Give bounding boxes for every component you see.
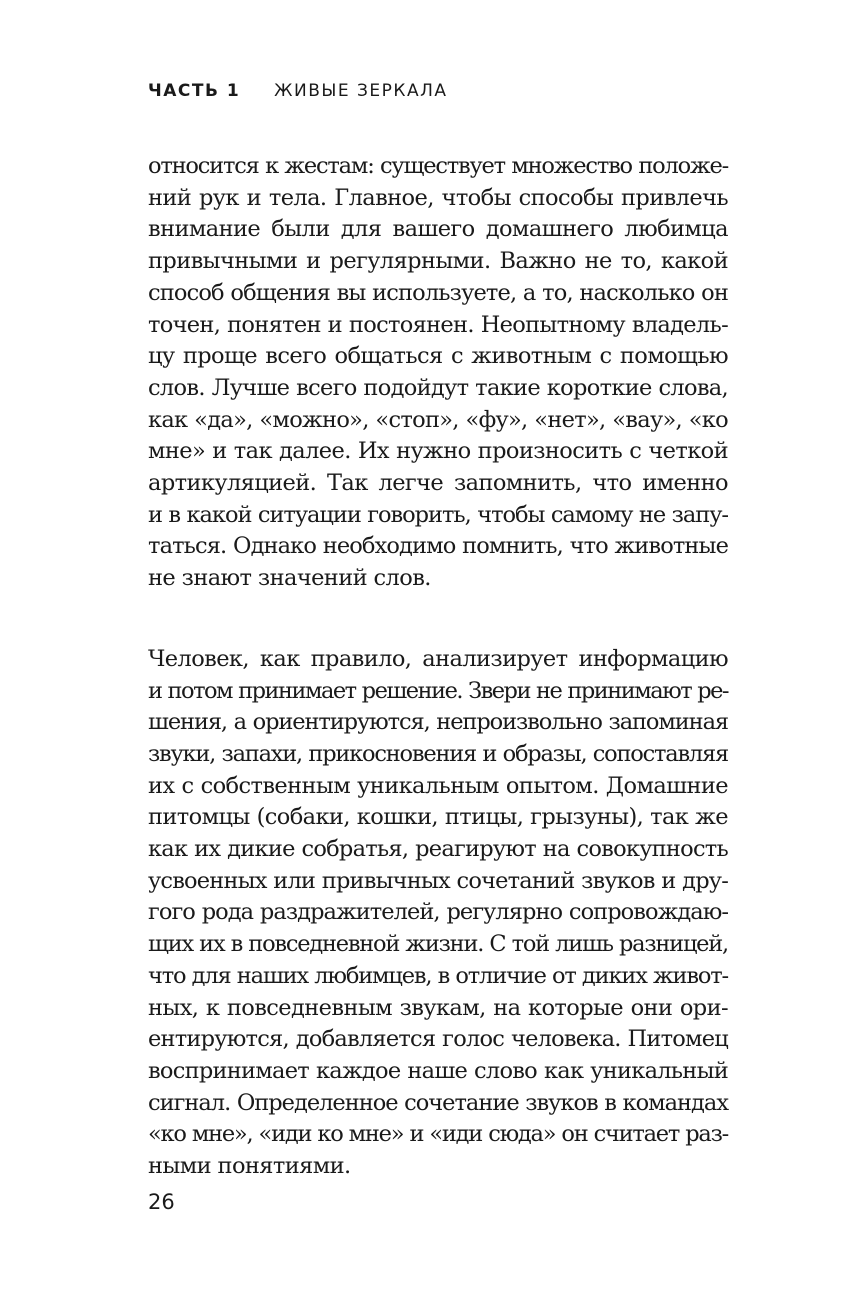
text-line: мне» и так далее. Их нужно произносить с четкой (148, 438, 728, 465)
text-line: ными понятиями. (148, 1153, 351, 1180)
text-line: щих их в повседневной жизни. С той лишь разницей, (148, 931, 728, 958)
text-line: гого рода раздражителей, регулярно сопровождаю- (148, 899, 728, 926)
text-line: Человек, как правило, анализирует информацию (148, 645, 728, 672)
text-line: артикуляцией. Так легче запомнить, что именно (148, 470, 728, 497)
text-line: ных, к повседневным звукам, на которые они ори- (148, 994, 728, 1021)
page-number: 26 (148, 1190, 175, 1214)
text-line: усвоенных или привычных сочетаний звуков и дру- (148, 867, 728, 894)
text-line: ентируются, добавляется голос человека. Питомец (148, 1026, 728, 1053)
text-line: и в какой ситуации говорить, чтобы самому не запу- (148, 501, 728, 528)
text-line: их с собственным уникальным опытом. Домашние (148, 772, 728, 799)
text-line: как их дикие собратья, реагируют на совокупность (148, 836, 728, 863)
text-line: таться. Однако необходимо помнить, что животные (148, 533, 728, 560)
text-line: питомцы (собаки, кошки, птицы, грызуны), так же (148, 804, 728, 831)
paragraph-gap (148, 595, 728, 644)
text-line: относится к жестам: существует множество положе- (148, 153, 728, 179)
body-text (148, 151, 728, 1183)
text-line: звуки, запахи, прикосновения и образы, сопоставляя (148, 740, 728, 767)
text-line: воспринимает каждое наше слово как уникальный (148, 1057, 728, 1084)
text-line: не знают значений слов. (148, 565, 431, 592)
paragraph-2 (148, 644, 728, 1183)
text-line: ний рук и тела. Главное, чтобы способы привлечь (148, 184, 728, 211)
text-line: шения, а ориентируются, непроизвольно запоминая (148, 709, 728, 736)
text-line: сигнал. Определенное сочетание звуков в командах (148, 1089, 728, 1116)
text-line: как «да», «можно», «стоп», «фу», «нет», «вау», «ко (148, 406, 728, 433)
text-line: слов. Лучше всего подойдут такие короткие слова, (148, 374, 728, 401)
running-header (148, 79, 448, 103)
text-line: способ общения вы используете, а то, насколько он (148, 279, 728, 306)
text-line: и потом принимает решение. Звери не принимают ре- (148, 677, 728, 704)
text-line: «ко мне», «иди ко мне» и «иди сюда» он считает раз- (148, 1121, 728, 1148)
chapter-title: ЖИВЫЕ ЗЕРКАЛА (274, 81, 448, 101)
paragraph-1 (148, 151, 728, 595)
text-line: цу проще всего общаться с животным с помощью (148, 343, 728, 370)
text-line: внимание были для вашего домашнего любимца (148, 216, 728, 243)
text-line: точен, понятен и постоянен. Неопытному владель- (148, 311, 728, 338)
text-line: что для наших любимцев, в отличие от диких живот- (148, 962, 728, 989)
text-line: привычными и регулярными. Важно не то, какой (148, 248, 728, 275)
part-label: ЧАСТЬ 1 (148, 81, 241, 101)
